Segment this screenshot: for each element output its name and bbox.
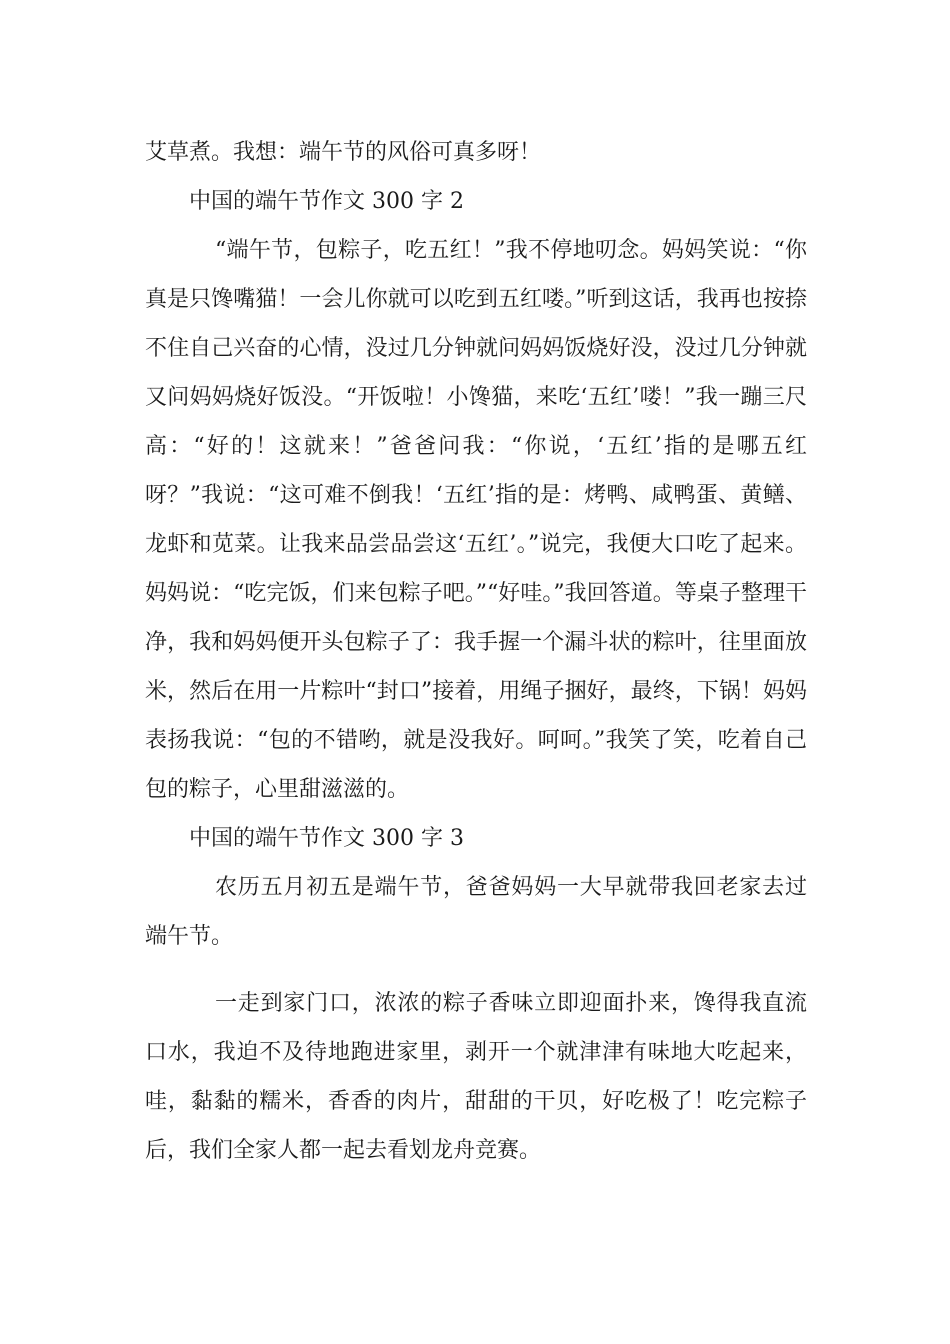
paragraph-essay-3-body: 一走到家门口，浓浓的粽子香味立即迎面扑来，馋得我直流口水，我迫不及待地跑进家里，剥开一个就津津有味地大吃起来，哇，黏黏的糯米，香香的肉片，甜甜的干贝，好吃极了！吃完粽子后，我们全家人都一起去看划龙舟竞赛。 (145, 991, 807, 1163)
paragraph-continuation: 艾草煮。我想：端午节的风俗可真多呀！ (145, 140, 542, 165)
essay-heading-3: 中国的端午节作文 300 字 3 (189, 826, 464, 851)
document-body (145, 128, 807, 1175)
paragraph-essay-3-intro: 农历五月初五是端午节，爸爸妈妈一大早就带我回老家去过端午节。 (145, 875, 807, 949)
essay-heading-2: 中国的端午节作文 300 字 2 (189, 189, 464, 214)
paragraph-essay-2: “端午节，包粽子，吃五红！”我不停地叨念。妈妈笑说：“你真是只馋嘴猫！一会儿你就可以吃到五红喽。”听到这话，我再也按捺不住自己兴奋的心情，没过几分钟就问妈妈饭烧好没，没过几分钟就又问妈妈烧好饭没。“开饭啦！小馋猫，来吃‘五红’喽！”我一蹦三尺高：“好的！这就来！”爸爸问我：“你说，‘五红’指的是哪五红呀？”我说：“这可难不倒我！‘五红’指的是：烤鸭、咸鸭蛋、黄鳝、龙虾和苋菜。让我来品尝品尝这‘五红’。”说完，我便大口吃了起来。妈妈说：“吃完饭，们来包粽子吧。”“好哇。”我回答道。等桌子整理干净，我和妈妈便开头包粽子了：我手握一个漏斗状的粽叶，往里面放米，然后在用一片粽叶“封口”接着，用绳子捆好，最终，下锅！妈妈表扬我说：“包的不错哟，就是没我好。呵呵。”我笑了笑，吃着自己包的粽子，心里甜滋滋的。 (145, 238, 807, 802)
